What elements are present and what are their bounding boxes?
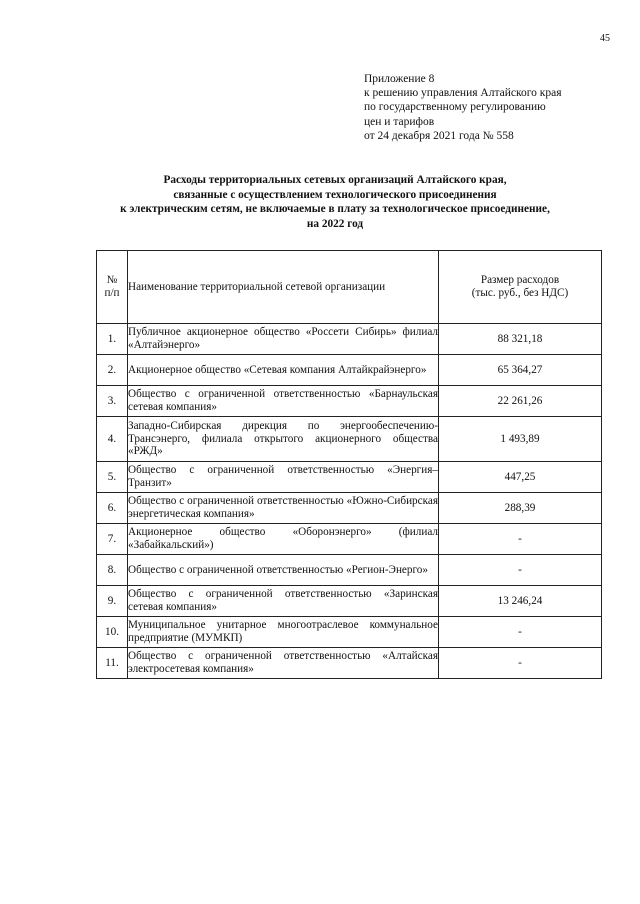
header-amount-unit: (тыс. руб., без НДС) bbox=[471, 287, 569, 299]
title-line: связанные с осуществлением технологического присоединения bbox=[173, 188, 497, 201]
row-number: 10. bbox=[97, 617, 128, 648]
row-amount: 288,39 bbox=[439, 493, 602, 524]
row-organization: Общество с ограниченной ответственностью «Регион-Энерго» bbox=[128, 555, 439, 586]
table-row bbox=[97, 324, 602, 355]
table-row bbox=[97, 355, 602, 386]
row-amount: - bbox=[439, 648, 602, 679]
table-row bbox=[97, 555, 602, 586]
title-line: Расходы территориальных сетевых организаций Алтайского края, bbox=[163, 174, 507, 186]
table-row bbox=[97, 524, 602, 555]
table-row bbox=[97, 417, 602, 462]
appendix-line: по государственному регулированию bbox=[364, 101, 546, 114]
header-number-symbol: № bbox=[106, 274, 118, 287]
table-header-row bbox=[97, 251, 602, 324]
table-row bbox=[97, 617, 602, 648]
row-amount: - bbox=[439, 555, 602, 586]
row-amount: 88 321,18 bbox=[439, 324, 602, 355]
row-number: 7. bbox=[97, 524, 128, 555]
title-line: на 2022 год bbox=[306, 217, 364, 230]
row-organization: Общество с ограниченной ответственностью «Барнаульская сетевая компания» bbox=[128, 386, 439, 417]
row-organization: Общество с ограниченной ответственностью «Заринская сетевая компания» bbox=[128, 586, 439, 617]
row-number: 6. bbox=[97, 493, 128, 524]
appendix-line: Приложение 8 bbox=[364, 73, 435, 85]
table-row bbox=[97, 462, 602, 493]
row-amount: 65 364,27 bbox=[439, 355, 602, 386]
page-number: 45 bbox=[600, 33, 610, 44]
row-amount: - bbox=[439, 617, 602, 648]
row-number: 3. bbox=[97, 386, 128, 417]
table-row bbox=[97, 648, 602, 679]
header-amount bbox=[439, 251, 602, 324]
document-title bbox=[60, 173, 610, 231]
header-number bbox=[97, 251, 128, 324]
row-number: 1. bbox=[97, 324, 128, 355]
row-number: 11. bbox=[97, 648, 128, 679]
header-number-abbrev: п/п bbox=[104, 287, 120, 299]
row-organization: Общество с ограниченной ответственностью «Энергия–Транзит» bbox=[128, 462, 439, 493]
header-name: Наименование территориальной сетевой организации bbox=[128, 251, 439, 324]
row-amount: 447,25 bbox=[439, 462, 602, 493]
row-organization: Общество с ограниченной ответственностью «Алтайская электросетевая компания» bbox=[128, 648, 439, 679]
header-amount-title: Размер расходов bbox=[480, 274, 560, 287]
appendix-line: к решению управления Алтайского края bbox=[364, 87, 562, 100]
table-row bbox=[97, 586, 602, 617]
row-amount: 22 261,26 bbox=[439, 386, 602, 417]
row-organization: Акционерное общество «Оборонэнерго» (филиал «Забайкальский») bbox=[128, 524, 439, 555]
row-number: 8. bbox=[97, 555, 128, 586]
row-number: 4. bbox=[97, 417, 128, 462]
row-amount: 13 246,24 bbox=[439, 586, 602, 617]
title-line: к электрическим сетям, не включаемые в плату за технологическое присоединение, bbox=[120, 203, 550, 215]
row-number: 5. bbox=[97, 462, 128, 493]
appendix-line: цен и тарифов bbox=[364, 115, 435, 128]
row-amount: - bbox=[439, 524, 602, 555]
row-organization: Публичное акционерное общество «Россети Сибирь» филиал «Алтайэнерго» bbox=[128, 324, 439, 355]
row-organization: Муниципальное унитарное многоотраслевое коммунальное предприятие (МУМКП) bbox=[128, 617, 439, 648]
row-organization: Западно-Сибирская дирекция по энергообеспечению-Трансэнерго, филиала открытого акционерного общества «РЖД» bbox=[128, 417, 439, 462]
row-organization: Акционерное общество «Сетевая компания Алтайкрайэнерго» bbox=[128, 355, 439, 386]
row-number: 2. bbox=[97, 355, 128, 386]
table-row bbox=[97, 386, 602, 417]
appendix-block bbox=[364, 72, 562, 143]
row-number: 9. bbox=[97, 586, 128, 617]
row-amount: 1 493,89 bbox=[439, 417, 602, 462]
table-row bbox=[97, 493, 602, 524]
appendix-line: от 24 декабря 2021 года № 558 bbox=[364, 129, 514, 142]
row-organization: Общество с ограниченной ответственностью «Южно-Сибирская энергетическая компания» bbox=[128, 493, 439, 524]
expenses-table bbox=[96, 250, 602, 679]
